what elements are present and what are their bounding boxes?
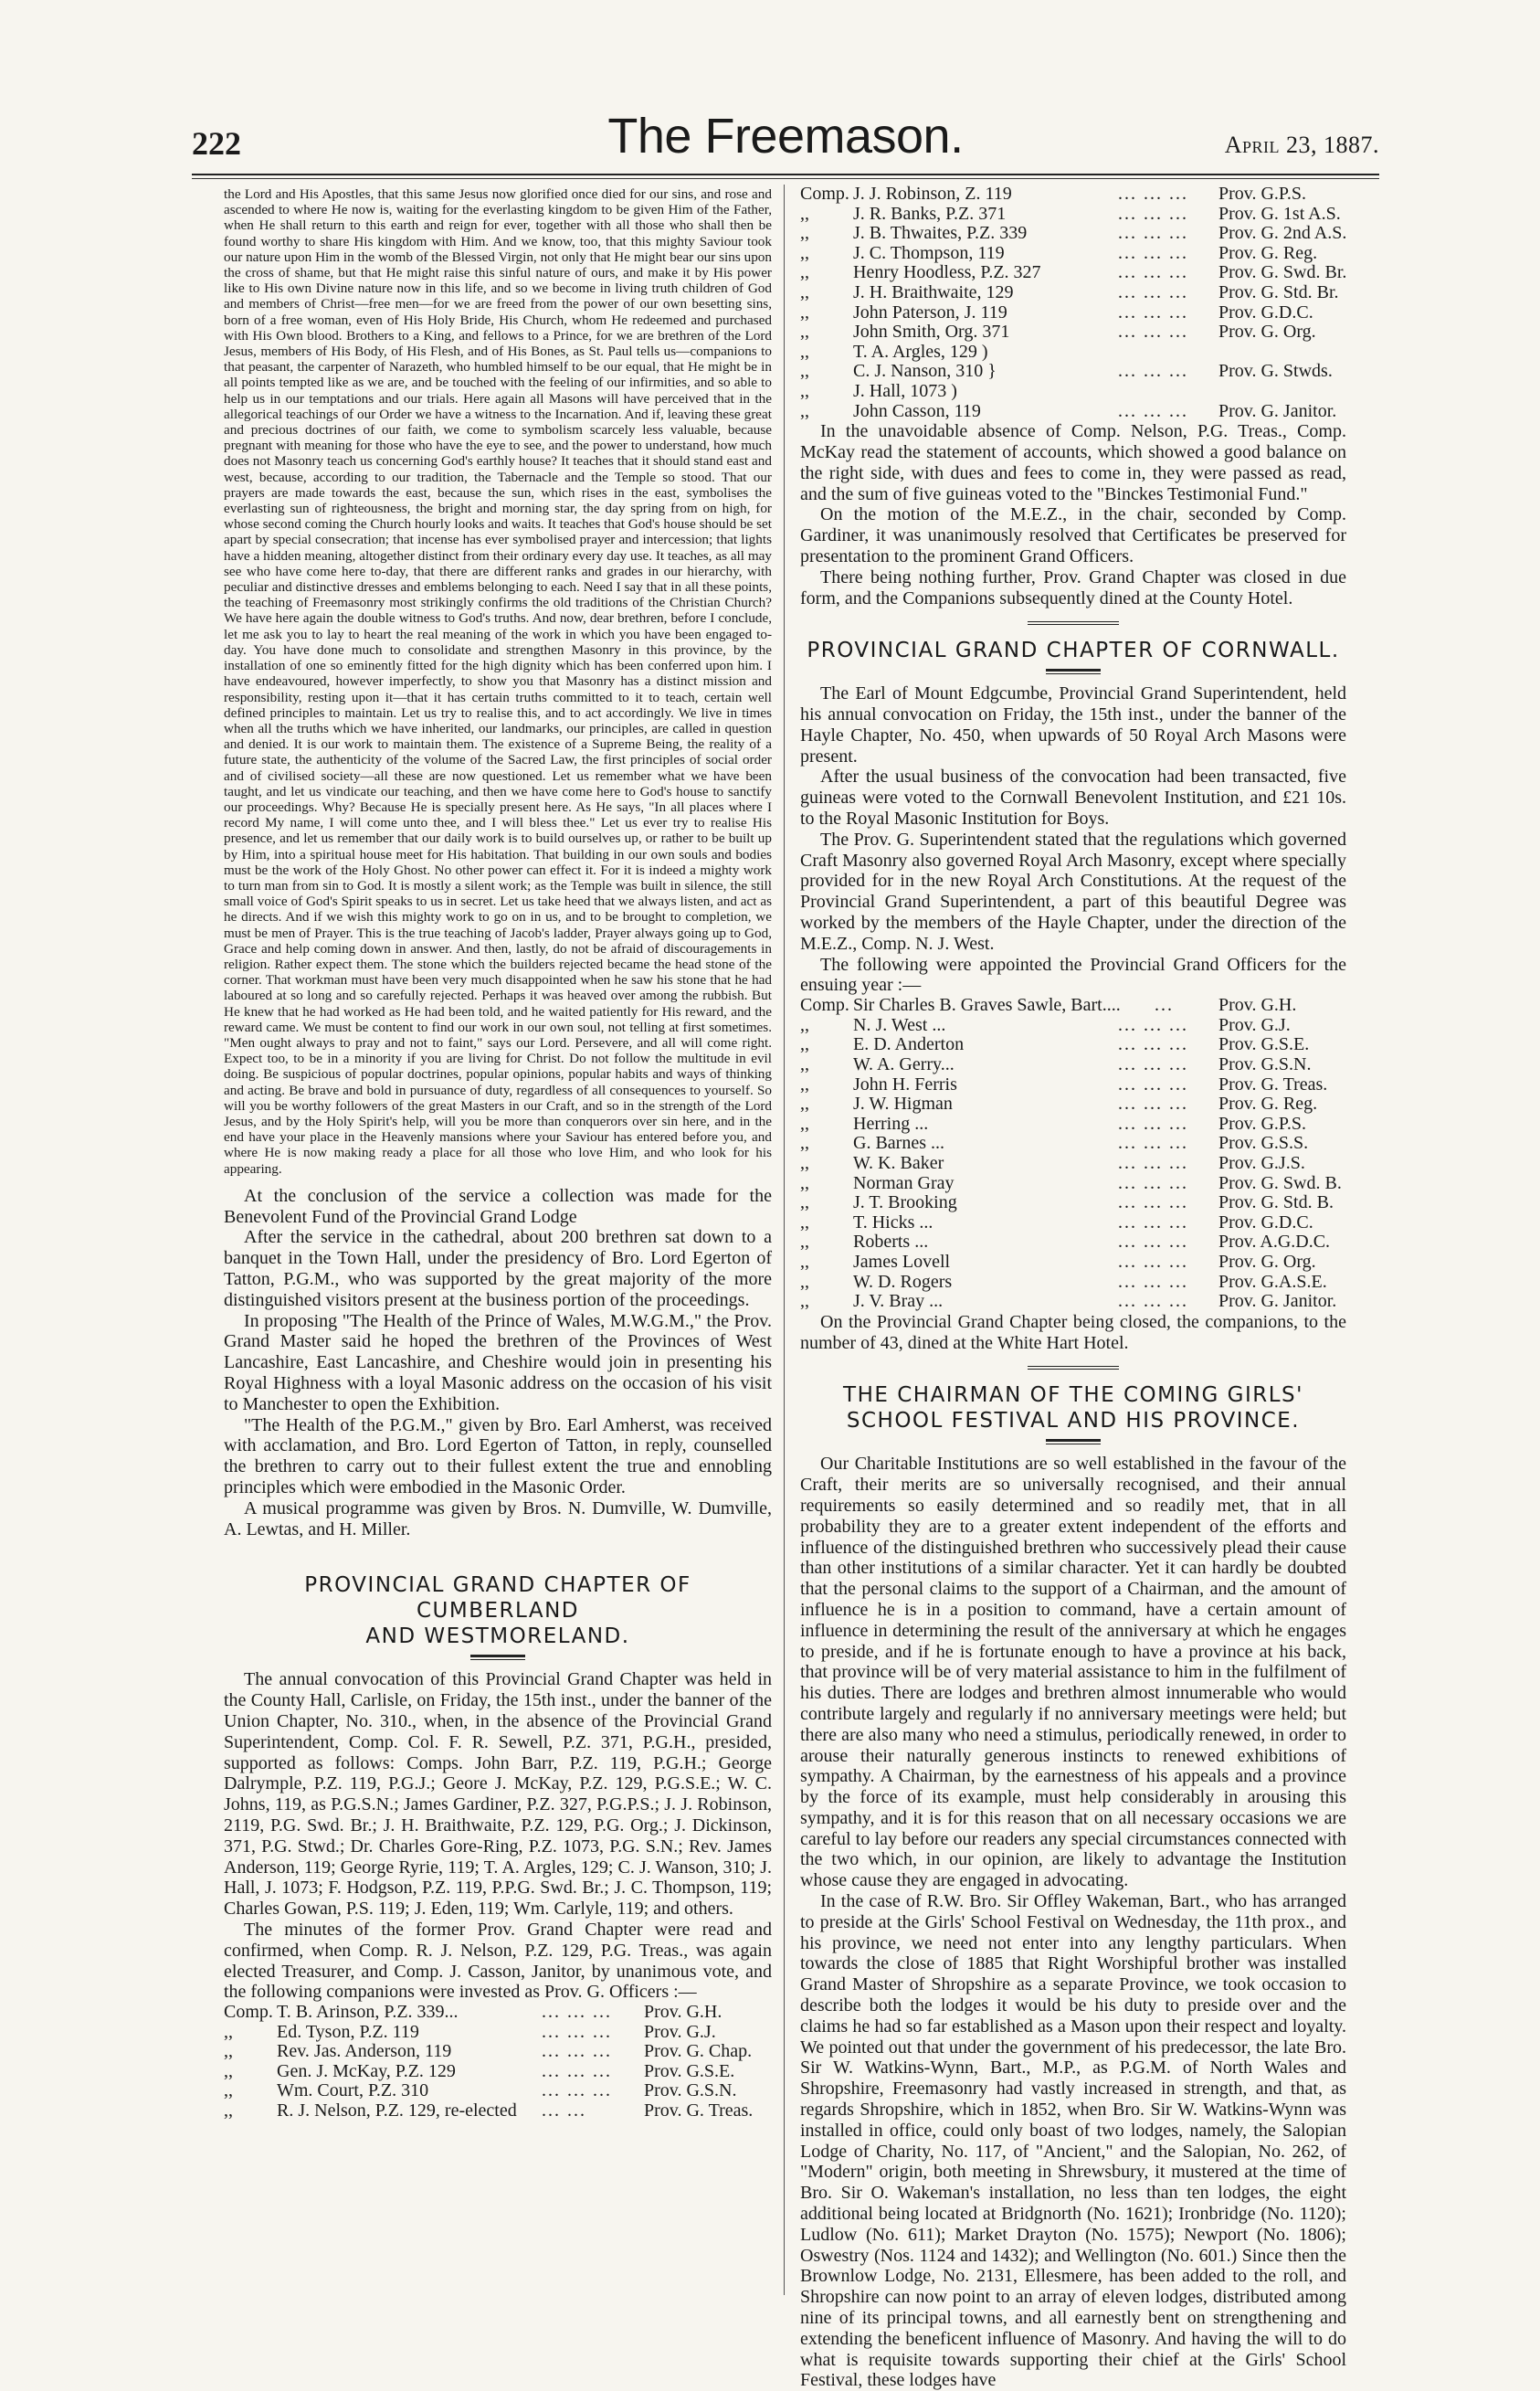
officer-row: ,, Henry Hoodless, P.Z. 327 ... ... ... Prov. G. Swd. Br. (800, 262, 1347, 283)
officer-row: ,, Roberts ... ... ... ... Prov. A.G.D.C. (800, 1232, 1331, 1253)
officer-row: ,, T. A. Argles, 129 ) (800, 341, 988, 362)
officer-row: ,, James Lovell ... ... ... Prov. G. Org. (800, 1251, 1316, 1272)
officer-row: ,, R. J. Nelson, P.Z. 129, re-elected ... ... Prov. G. Treas. (224, 2100, 754, 2121)
officer-row: ,, Wm. Court, P.Z. 310 ... ... ... Prov. G.S.N. (224, 2080, 737, 2101)
officer-row: ,, J. T. Brooking ... ... ... Prov. G. Std. B. (800, 1192, 1334, 1213)
officer-list (224, 2003, 772, 2121)
sermon-text: the Lord and His Apostles, that this same Jesus now glorified once died for our sins, and rose and ascended to where He now is, waiting for the everlasting kingdom to be given Him of the Father, when He shall return to this earth and reign for ever, together with all those who shall then be found worthy to share His kingdom with Him. And we know, too, that this mighty Saviour took our nature upon Him in the womb of the Blessed Virgin, not only that He might bear our sins upon the cross of shame, but that He might raise this sinful nature of ours, and make it by His power like to His own Divine nature now in this life, and so we become in living truth children of God and members of Christ—free men—for we are freed from the power of our own besetting sins, born of a free woman, even of His Holy Bride, His Church, whom He redeemed and purchased with His Own blood. Brothers to a King, and fellows to a Prince, for we are brethren of the Lord Jesus, members of His Body, of His Flesh, and of His Bones, as St. Paul tells us—companions to that peasant, the carpenter of Narazeth, who humbled himself to be our equal, that He might be in all points tempted like as we are, and be touched with the feeling of our infirmities, and so able to help us in our temptations and our trials. Here again all Masons will have perceived that in the allegorical teachings of our Order we have a witness to the Incarnation. And if, leaving these great and precious doctrines of our faith, we come to symbolism scarcely less valuable, because pregnant with meaning for those who have the eye to see, and the power to understand, how much does not Masonry teach us concerning God's earthly house? It teaches that it should stand east and west, because, according to our tradition, the Tabernacle and the Temple so stood. That our prayers are made towards the east, because the sun, which rises in the east, symbolises the everlasting sun of righteousness, the bright and morning star, the day spring from on high, for whose second coming the Church hourly looks and waits. It teaches that God's house should be set apart by special consecration; that incense has ever symbolised prayer and intercession; that lights have a hidden meaning, altogether distinct from their ordinary every day use. It teaches, as all may see who have come here to-day, that there are different ranks and grades in our hierarchy, with peculiar and distinctive dresses and emblems belonging to each. Need I say that in all these points, the teaching of Freemasonry most strikingly confirms the old traditions of the Christian Church? We have here again the double witness to God's truths. And now, dear brethren, before I conclude, let me ask you to lay to heart the real meaning of the work in which you have been engaged to-day. You have done much to consolidate and strengthen Masonry in this province, by the installation of one so eminently fitted for the high dignity which has been conferred upon him. I have endeavoured, however imperfectly, to show you that Masonry has a distinct mission and responsibility, resting upon it—that it has certain truths committed to it to teach, certain well defined principles to maintain. Let us try to realise this, and to act accordingly. We live in times when all the truths which we have inherited, our landmarks, our principles, are called in question and denied. It is our work to maintain them. The existence of a Supreme Being, the reality of a future state, the authenticity of the volume of the Sacred Law, the first principles of social order and of civilised society—all these are now questioned. Let us remember what we have been taught, and let us vindicate our teaching, and then we have come here to God's house to sanctify our proceedings. Why? Because He is specially present here. As He says, "In all places where I record My name, I will come unto thee, and I will bless thee." Let us ever try to realise His presence, and let us remember that our daily work is to build ourselves up, or rather to be built up by Him, into a spiritual house meet for His habitation. That building in our own souls and bodies must be the work of the Holy Ghost. No other power can effect it. For it is indeed a mighty work to turn man from sin to God. It is mostly a silent work; as the Temple was built in silence, the still small voice of God's Spirit speaks to us in secret. Let us take heed that we always listen, and act as he directs. And if we wish this mighty work to go on in us, and to be brought to completion, we must be men of Prayer. This is the true teaching of Jacob's ladder, Prayer always going up to God, Grace and help coming down in answer. And then, lastly, do not be afraid of discouragements in religion. Rather expect them. The stone which the builders rejected became the head stone of the corner. That workman must have been very much disappointed when he saw his stone that he had laboured at so long and so carefully rejected. Perhaps it was heaved over among the rubbish. But He knew that he had worked as He had been told, and he waited patiently for His reward, and the reward came. We must be content to find our work in our own soul, not telling at first sometimes. "Men ought always to pray and not to faint," says our Lord. Persevere, and all will come right. Expect too, to be in a minority if you are living for Christ. Do not follow the multitude in evil doing. Be suspicious of popular doctrines, popular opinions, popular habits and ways of thinking and acting. Be brave and bold in pursuance of duty, regardless of all consequences to yourself. So will you be worthy followers of the great Masters in our Craft, and so in the strength of the Lord Jesus, and by the Holy Spirit's help, will you be more than conquerors over sin here, and in the end have your place in the Heavenly mansions where your Saviour has entered before you, and where He is now making ready a place for all those who love Him, and who look for his appearing. (224, 186, 772, 1177)
right-column (800, 185, 1346, 2391)
officer-row: Comp. J. J. Robinson, Z. 119 ... ... ... Prov. G.P.S. (800, 184, 1306, 204)
chairman-paragraph-1: Our Charitable Institutions are so well established in the favour of the Craft, their merits are so universally recognised, and their annual requirements so easily determined and so readily met, that in all probability they are to a greater extent independent of the efforts and influence of the distinguished brethren who successively plead their cause than other institutions of a similar character. Yet it can hardly be doubted that the personal claims to the support of a Chairman, and the amount of influence he is in a position to command, have a certain amount of influence in determining the result of the anniversary at which he engages to preside, and if he is fortunate enough to have a province at his back, that province will be of very material assistance to him in the fulfilment of his duties. There are lodges and brethren almost innumerable who would contribute largely and regularly if no anniversary meetings were held; but there are also many who need a stimulus, periodically renewed, in order to arouse their naturally generous instincts to renewed exhibitions of sympathy. A Chairman, by the earnestness of his appeals and a province by the force of its example, must help considerably in arousing this sympathy, and it is for this reason that on all necessary occasions we are careful to lay before our readers any special circumstances connected with the two which, in our opinion, are likely to advantage the Institution whose cause they are engaged in advocating. (800, 1454, 1346, 1891)
chairman-heading (800, 1382, 1346, 1434)
cornwall-paragraph-1: The Earl of Mount Edgcumbe, Provincial Grand Superintendent, held his annual convocation on Friday, the 15th inst., under the banner of the Hayle Chapter, No. 450, when upwards of 50 Royal Arch Masons were present. (800, 683, 1346, 767)
chairman-heading-line2: SCHOOL FESTIVAL AND HIS PROVINCE. (846, 1409, 1301, 1434)
cumberland-paragraph-1: The annual convocation of this Provincial Grand Chapter was held in the County Hall, Carlisle, on Friday, the 15th inst., under the banner of the Union Chapter, No. 310., when, in the absence of the Provincial Grand Superintendent, Comp. Col. F. R. Sewell, P.Z. 371, P.G.H., presided, supported as follows: Comps. John Barr, P.Z. 119, P.G.H.; George Dalrymple, P.Z. 119, P.G.J.; Geore J. McKay, P.Z. 129, P.G.S.E.; W. C. Johns, 119, as P.G.S.N.; James Gardiner, P.Z. 327, P.G.P.S.; J. J. Robinson, 2119, P.G. Swd. Br.; J. H. Braithwaite, P.Z. 129, P.G. Org.; J. Dickinson, 371, P.G. Stwd.; Dr. Charles Gore-Ring, P.Z. 1073, P.G. S.N.; Rev. James Anderson, 119; George Ryrie, 119; T. A. Argles, 129; C. J. Wanson, 310; J. Hall, J. 1073; F. Hodgson, P.Z. 119, P.P.G. Swd. Br.; J. C. Thompson, 119; Charles Gowan, P.S. 119; J. Eden, 119; Wm. Carlyle, 119; and others. (224, 1669, 772, 1920)
left-column (224, 185, 772, 2121)
cornwall-paragraph-3: The Prov. G. Superintendent stated that the regulations which governed Craft Masonry also governed Royal Arch Masonry, except where specially provided for in the new Royal Arch Constitutions. At the request of the Provincial Grand Superintendent, a part of this beautiful Degree was worked by the members of the Hayle Chapter, under the direction of the M.E.Z., Comp. N. J. West. (800, 829, 1346, 954)
masthead-rule-thin (192, 178, 1379, 179)
officer-row: ,, J. H. Braithwaite, 129 ... ... ... Prov. G. Std. Br. (800, 281, 1339, 302)
cumberland-heading-line1: PROVINCIAL GRAND CHAPTER OF CUMBERLAND (304, 1573, 691, 1624)
officer-row: ,, N. J. West ... ... ... ... Prov. G.J. (800, 1014, 1291, 1035)
music-paragraph: A musical programme was given by Bros. N. Dumville, W. Dumville, A. Lewtas, and H. Miller. (224, 1497, 772, 1539)
officer-row: ,, J. V. Bray ... ... ... ... Prov. G. Janitor. (800, 1291, 1337, 1312)
cumberland-paragraph-2: The minutes of the former Prov. Grand Chapter were read and confirmed, when Comp. R. J. Nelson, P.Z. 129, P.G. Treas., was again elected Treasurer, and Comp. J. Casson, Janitor, by unanimous vote, and the following companions were invested as Prov. G. Officers :— (224, 1919, 772, 2003)
toast-paragraph: In proposing "The Health of the Prince of Wales, M.W.G.M.," the Prov. Grand Master said he hoped the brethren of the Provinces of West Lancashire, East Lancashire, and Cheshire would join in presenting his Royal Highness with a loyal Masonic address on the occasion of his visit to Manchester to open the Exhibition. (224, 1310, 772, 1414)
cornwall-paragraph-5: On the Provincial Grand Chapter being closed, the companions, to the number of 43, dined at the White Hart Hotel. (800, 1311, 1346, 1353)
officer-row: ,, J. C. Thompson, 119 ... ... ... Prov. G. Reg. (800, 242, 1318, 263)
officer-row: ,, Ed. Tyson, P.Z. 119 ... ... ... Prov. G.J. (224, 2021, 716, 2042)
heading-rule (1046, 669, 1101, 674)
heading-rule (470, 1655, 525, 1660)
certificates-paragraph: On the motion of the M.E.Z., in the chair, seconded by Comp. Gardiner, it was unanimously resolved that Certificates be preserved for presentation to the prominent Grand Officers. (800, 504, 1346, 566)
cornwall-paragraph-2: After the usual business of the convocation had been transacted, five guineas were voted to the Cornwall Benevolent Institution, and £21 10s. to the Royal Masonic Institution for Boys. (800, 767, 1346, 830)
cornwall-heading: PROVINCIAL GRAND CHAPTER OF CORNWALL. (807, 639, 1340, 663)
masthead (192, 108, 1379, 170)
paper-title: The Freemason. (607, 109, 964, 164)
officer-row: ,, Norman Gray ... ... ... Prov. G. Swd. B. (800, 1172, 1342, 1193)
officer-row: Comp. Sir Charles B. Graves Sawle, Bart.... ... Prov. G.H. (800, 995, 1297, 1016)
cornwall-officer-list (800, 996, 1346, 1312)
officer-row: ,, J. B. Thwaites, P.Z. 339 ... ... ... Prov. G. 2nd A.S. (800, 223, 1347, 244)
accounts-paragraph: In the unavoidable absence of Comp. Nelson, P.G. Treas., Comp. McKay read the statement of accounts, which showed a good balance on the right side, with dues and fees to come in, they were passed as read, and the sum of five guineas voted to the "Binckes Testimonial Fund." (800, 421, 1346, 504)
collection-paragraph: At the conclusion of the service a collection was made for the Benevolent Fund of the Provincial Grand Lodge (224, 1185, 772, 1227)
officer-row: ,, E. D. Anderton ... ... ... Prov. G.S.E. (800, 1034, 1310, 1055)
column-divider (784, 185, 785, 2295)
officer-row: ,, J. Hall, 1073 ) (800, 380, 957, 401)
officer-row: ,, John Casson, 119 ... ... ... Prov. G. Janitor. (800, 400, 1337, 421)
banquet-paragraph: After the service in the cathedral, about 200 brethren sat down to a banquet in the Town Hall, under the presidency of Bro. Lord Egerton of Tatton, P.G.M., who was supported by the great majority of the more distinguished visitors present at the business portion of the proceedings. (224, 1227, 772, 1310)
officer-row: ,, Herring ... ... ... ... Prov. G.P.S. (800, 1113, 1306, 1134)
health-paragraph: "The Health of the P.G.M.," given by Bro. Earl Amherst, was received with acclamation, and Bro. Lord Egerton of Tatton, in reply, counselled the brethren to carry out to their fullest extent the true and ennobling principles which were embodied in the Masonic Order. (224, 1414, 772, 1497)
page-number: 222 (192, 125, 241, 162)
officer-row: ,, W. D. Rogers ... ... ... Prov. G.A.S.E. (800, 1271, 1327, 1292)
officer-row: ,, W. K. Baker ... ... ... Prov. G.J.S. (800, 1153, 1305, 1173)
officer-row: ,, G. Barnes ... ... ... ... Prov. G.S.S. (800, 1133, 1309, 1154)
officer-row: ,, Gen. J. McKay, P.Z. 129 ... ... ... Prov. G.S.E. (224, 2060, 735, 2081)
officer-row: ,, J. W. Higman ... ... ... Prov. G. Reg. (800, 1094, 1318, 1115)
officer-row: Comp. T. B. Arinson, P.Z. 339... ... ... ... Prov. G.H. (224, 2002, 723, 2023)
masthead-rule (192, 174, 1379, 175)
officer-row: ,, W. A. Gerry... ... ... ... Prov. G.S.N. (800, 1054, 1312, 1075)
officer-row: ,, John Paterson, J. 119 ... ... ... Prov. G.D.C. (800, 302, 1313, 323)
officer-row: ,, Rev. Jas. Anderson, 119 ... ... ... Prov. G. Chap. (224, 2041, 753, 2062)
officer-row: ,, C. J. Nanson, 310 } ... ... ... Prov. G. Stwds. (800, 361, 1333, 382)
officer-row: ,, J. R. Banks, P.Z. 371 ... ... ... Prov. G. 1st A.S. (800, 203, 1341, 224)
cumberland-heading-line2: AND WESTMORELAND. (365, 1624, 630, 1649)
heading-rule (1046, 1439, 1101, 1444)
cornwall-paragraph-4: The following were appointed the Provincial Grand Officers for the ensuing year :— (800, 954, 1346, 996)
closing-paragraph: There being nothing further, Prov. Grand Chapter was closed in due form, and the Companions subsequently dined at the County Hotel. (800, 566, 1346, 608)
officer-row: ,, T. Hicks ... ... ... ... Prov. G.D.C. (800, 1211, 1313, 1233)
issue-date: April 23, 1887. (1224, 132, 1379, 158)
chairman-paragraph-2: In the case of R.W. Bro. Sir Offley Wakeman, Bart., who has arranged to preside at the Girls' School Festival on Wednesday, the 11th prox., and his province, we need not enter into any lengthy particulars. When towards the close of 1885 that Right Worshipful brother was installed Grand Master of Shropshire as a separate Province, we took occasion to describe both the lodges it would be his duty to preside over and the claims he had so far established as a Mason upon their respect and loyalty. We pointed out that under the government of his predecessor, the late Bro. Sir W. Watkins-Wynn, Bart., M.P., as P.G.M. of North Wales and Shropshire, Freemasonry had vastly increased in strength, and that, as regards Shropshire, which in 1852, when Bro. Sir W. Watkins-Wynn was installed in office, could only boast of two lodges, namely, the Salopian Lodge of Charity, No. 117, of "Ancient," and the Salopian, No. 262, of "Modern" origin, both meeting in Shrewsbury, it mustered at the time of Bro. Sir O. Wakeman's installation, no less than ten lodges, the eight additional being located at Bridgnorth (No. 1621); Ironbridge (No. 1120); Ludlow (No. 611); Market Drayton (No. 1575); Newport (No. 1806); Oswestry (Nos. 1124 and 1432); and Wellington (No. 601.) Since then the Brownlow Lodge, No. 2131, Ellesmere, has been added to the roll, and Shropshire can now point to an array of eleven lodges, distributed among nine of its principal towns, and all earnestly bent on strengthening and extending the beneficent influence of Masonry. And having the will to do what is requisite towards supporting their chief at the Girls' School Festival, these lodges have (800, 1891, 1346, 2391)
officer-list-continued (800, 185, 1346, 421)
officer-row: ,, John H. Ferris ... ... ... Prov. G. Treas. (800, 1074, 1328, 1095)
cumberland-heading (224, 1572, 772, 1649)
chairman-heading-line1: THE CHAIRMAN OF THE COMING GIRLS' (843, 1383, 1303, 1408)
officer-row: ,, John Smith, Org. 371 ... ... ... Prov. G. Org. (800, 322, 1316, 343)
